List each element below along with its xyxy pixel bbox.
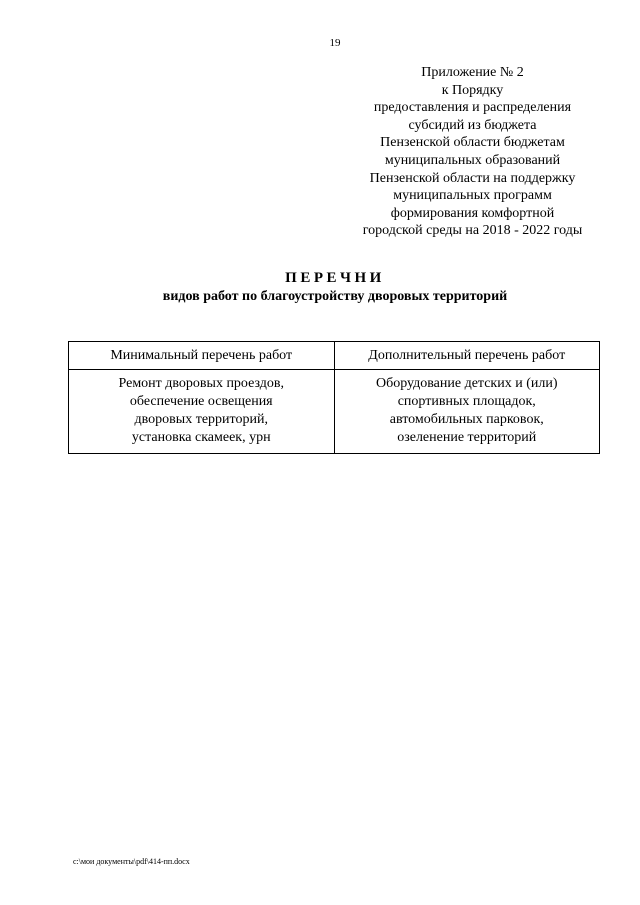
appendix-line: к Порядку bbox=[441, 82, 504, 98]
cell-line: спортивных площадок, bbox=[397, 394, 536, 409]
appendix-header bbox=[345, 64, 600, 240]
footer-file-path: c:\мои документы\pdf\414-пп.docx bbox=[73, 857, 190, 866]
appendix-line: Пензенской области на поддержку bbox=[369, 170, 576, 186]
document-heading bbox=[0, 268, 640, 306]
appendix-line: субсидий из бюджета bbox=[408, 117, 537, 133]
document-subtitle: видов работ по благоустройству дворовых территорий bbox=[162, 289, 508, 304]
cell-line: озеленение территорий bbox=[397, 430, 537, 445]
table-row bbox=[69, 370, 600, 454]
column-header-additional: Дополнительный перечень работ bbox=[334, 342, 600, 370]
appendix-line: Пензенской области бюджетам bbox=[380, 135, 565, 151]
cell-line: Ремонт дворовых проездов, bbox=[118, 376, 284, 391]
appendix-line: Приложение № 2 bbox=[421, 65, 524, 80]
table-header-row bbox=[69, 342, 600, 370]
cell-line: установка скамеек, урн bbox=[131, 430, 271, 445]
appendix-line: предоставления и распределения bbox=[373, 100, 572, 116]
appendix-line: муниципальных образований bbox=[384, 152, 561, 168]
works-table bbox=[68, 341, 600, 454]
appendix-line: муниципальных программ bbox=[393, 188, 552, 204]
additional-works-cell bbox=[334, 370, 600, 454]
cell-line: Оборудование детских и (или) bbox=[375, 376, 558, 391]
cell-line: обеспечение освещения bbox=[129, 394, 273, 409]
page-number: 19 bbox=[329, 37, 341, 49]
cell-line: дворовых территорий, bbox=[134, 412, 268, 427]
column-header-minimal: Минимальный перечень работ bbox=[69, 342, 335, 370]
cell-line: автомобильных парковок, bbox=[389, 412, 544, 427]
document-title: ПЕРЕЧНИ bbox=[285, 270, 385, 286]
appendix-line: городской среды на 2018 - 2022 годы bbox=[362, 223, 583, 239]
minimal-works-cell bbox=[69, 370, 335, 454]
appendix-line: формирования комфортной bbox=[390, 205, 555, 221]
